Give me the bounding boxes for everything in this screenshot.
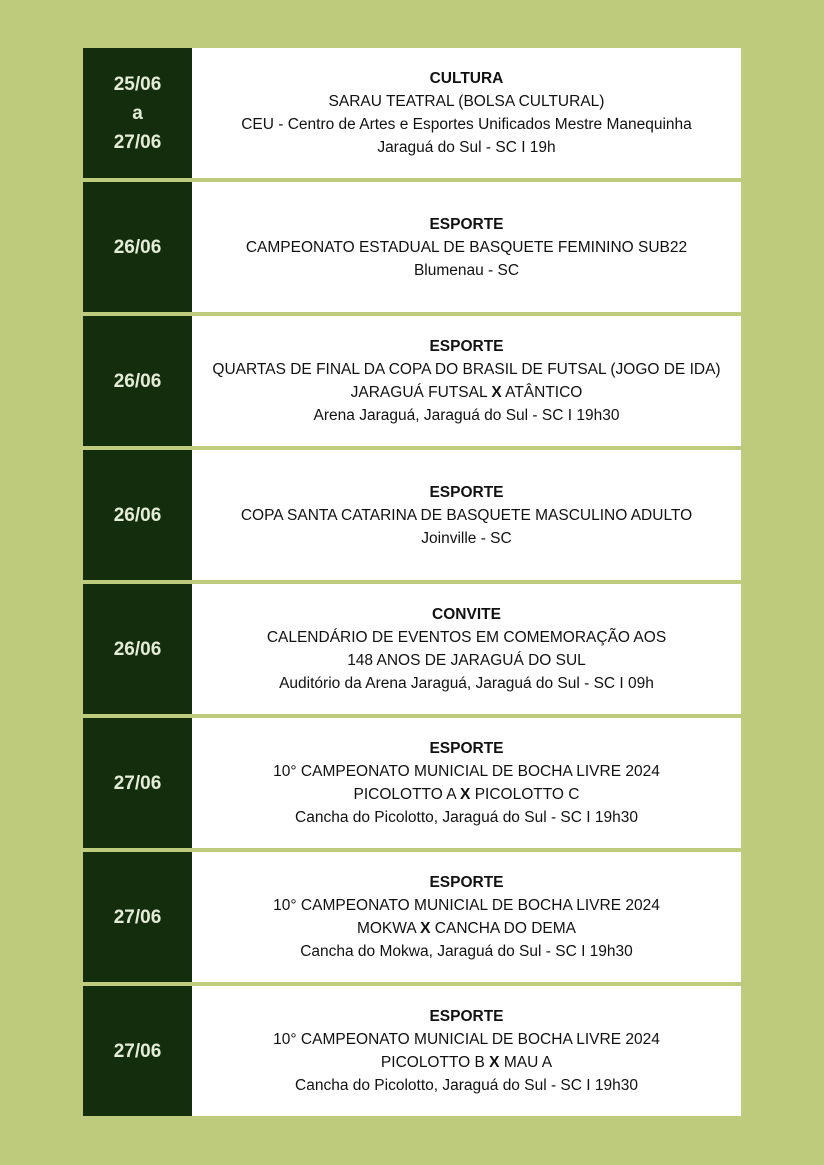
event-title: 10° CAMPEONATO MUNICIAL DE BOCHA LIVRE 2024 (273, 1031, 660, 1048)
date-start: 25/06 (113, 73, 162, 95)
event-schedule (83, 48, 741, 1116)
event-info (192, 48, 741, 178)
event-category: CULTURA (429, 70, 504, 87)
event-category: ESPORTE (429, 740, 504, 757)
event-info (192, 316, 741, 446)
date-end: 27/06 (113, 131, 162, 153)
event-info (192, 584, 741, 714)
match-home: JARAGUÁ FUTSAL (350, 384, 488, 401)
event-info (192, 986, 741, 1116)
event-info (192, 718, 741, 848)
date-cell (83, 316, 192, 446)
event-location: Jaraguá do Sul - SC I 19h (377, 139, 556, 156)
event-info (192, 450, 741, 580)
event-title: 10° CAMPEONATO MUNICIAL DE BOCHA LIVRE 2024 (273, 763, 660, 780)
event-date: 26/06 (113, 370, 162, 392)
date-connector: a (132, 102, 143, 124)
event-title: QUARTAS DE FINAL DA COPA DO BRASIL DE FUTSAL (JOGO DE IDA) (212, 361, 721, 378)
event-match (351, 381, 583, 404)
event-row (83, 182, 741, 312)
match-away: MAU A (503, 1054, 553, 1071)
event-row (83, 718, 741, 848)
event-title: CAMPEONATO ESTADUAL DE BASQUETE FEMININO SUB22 (245, 238, 688, 256)
event-category: ESPORTE (429, 1008, 504, 1025)
event-title: COPA SANTA CATARINA DE BASQUETE MASCULINO ADULTO (240, 506, 693, 524)
event-date: 26/06 (113, 236, 162, 258)
match-vs: X (420, 920, 431, 937)
event-row (83, 450, 741, 580)
event-match (354, 783, 580, 806)
date-cell (83, 852, 192, 982)
event-date: 26/06 (113, 638, 162, 660)
event-date: 27/06 (113, 906, 162, 928)
event-category: ESPORTE (429, 215, 504, 233)
match-vs: X (491, 384, 502, 401)
event-title: SARAU TEATRAL (BOLSA CULTURAL) (328, 93, 605, 110)
event-match (381, 1051, 552, 1074)
event-date: 27/06 (113, 772, 162, 794)
event-location: Cancha do Picolotto, Jaraguá do Sul - SC I 19h30 (295, 1077, 638, 1094)
match-away: PICOLOTTO C (474, 786, 580, 803)
event-title: CALENDÁRIO DE EVENTOS EM COMEMORAÇÃO AOS (266, 629, 667, 646)
event-category: CONVITE (432, 606, 501, 623)
event-category: ESPORTE (429, 338, 504, 355)
event-info (192, 852, 741, 982)
match-away: ATÂNTICO (505, 384, 583, 401)
event-location: Arena Jaraguá, Jaraguá do Sul - SC I 19h30 (313, 407, 620, 424)
event-title: 10° CAMPEONATO MUNICIAL DE BOCHA LIVRE 2024 (273, 897, 660, 914)
event-date: 26/06 (113, 504, 162, 526)
match-vs: X (460, 786, 471, 803)
date-cell (83, 986, 192, 1116)
event-row (83, 316, 741, 446)
event-location: Blumenau - SC (413, 261, 520, 279)
event-category: ESPORTE (429, 483, 504, 501)
match-vs: X (489, 1054, 500, 1071)
event-category: ESPORTE (429, 874, 504, 891)
event-info (192, 182, 741, 312)
event-title-line2: 148 ANOS DE JARAGUÁ DO SUL (347, 652, 586, 669)
match-home: PICOLOTTO B (380, 1054, 485, 1071)
match-home: MOKWA (356, 920, 416, 937)
event-location: Cancha do Picolotto, Jaraguá do Sul - SC I 19h30 (295, 809, 638, 826)
event-row (83, 48, 741, 178)
event-location: Auditório da Arena Jaraguá, Jaraguá do Sul - SC I 09h (279, 675, 654, 692)
date-cell (83, 48, 192, 178)
date-cell (83, 718, 192, 848)
event-location: Joinville - SC (421, 529, 512, 547)
event-row (83, 584, 741, 714)
event-match (357, 917, 576, 940)
match-away: CANCHA DO DEMA (434, 920, 577, 937)
event-venue: CEU - Centro de Artes e Esportes Unificados Mestre Manequinha (241, 116, 692, 133)
event-location: Cancha do Mokwa, Jaraguá do Sul - SC I 19h30 (300, 943, 633, 960)
event-row (83, 986, 741, 1116)
date-cell (83, 584, 192, 714)
match-home: PICOLOTTO A (353, 786, 456, 803)
date-cell (83, 450, 192, 580)
date-cell (83, 182, 192, 312)
event-date: 27/06 (113, 1040, 162, 1062)
event-row (83, 852, 741, 982)
